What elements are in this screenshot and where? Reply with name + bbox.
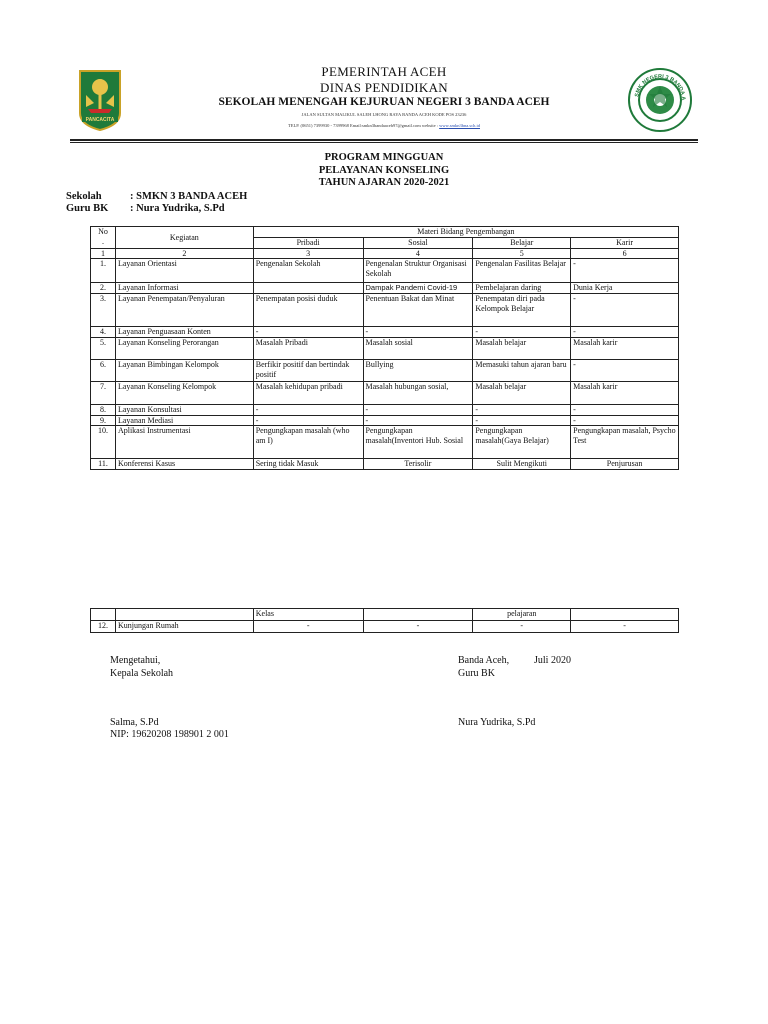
- row-pribadi: Masalah kehidupan pribadi: [253, 382, 363, 405]
- row-no: 8.: [91, 405, 116, 416]
- header-karir: Karir: [571, 238, 679, 249]
- row-no: 2.: [91, 283, 116, 294]
- row-no: 1.: [91, 259, 116, 283]
- row-sosial: [363, 609, 473, 621]
- row-belajar: Sulit Mengikuti: [473, 459, 571, 470]
- row-karir: -: [571, 294, 679, 327]
- meta-sekolah-value: : SMKN 3 BANDA ACEH: [130, 191, 248, 202]
- row-sosial: -: [363, 621, 473, 633]
- column-number: 4: [363, 248, 473, 259]
- row-sosial: -: [363, 327, 473, 338]
- row-pribadi: Pengungkapan masalah (who am I): [253, 426, 363, 459]
- row-karir: Masalah karir: [571, 338, 679, 360]
- meta-sekolah-label: Sekolah: [66, 191, 102, 202]
- row-karir: Masalah karir: [571, 382, 679, 405]
- row-karir: -: [571, 360, 679, 382]
- sign-left-role: Kepala Sekolah: [110, 668, 174, 679]
- meta-sekolah: [66, 191, 247, 202]
- header-contact: [150, 123, 618, 128]
- sign-right-name: Nura Yudrika, S.Pd: [458, 717, 536, 728]
- program-table-continued: [90, 608, 679, 633]
- table-row: [91, 338, 679, 360]
- logo-right-label: SMK NEGERI 3 BANDA A: [634, 73, 687, 101]
- row-pribadi: -: [253, 621, 363, 633]
- row-sosial: Masalah sosial: [363, 338, 473, 360]
- doc-title-line1: PROGRAM MINGGUAN: [324, 152, 444, 163]
- header-divider-thick: [70, 139, 698, 141]
- header-school-name: SEKOLAH MENENGAH KEJURUAN NEGERI 3 BANDA ACEH: [218, 96, 550, 108]
- row-kegiatan: [115, 609, 253, 621]
- row-belajar: Pengungkapan masalah(Gaya Belajar): [473, 426, 571, 459]
- row-belajar: Pembelajaran daring: [473, 283, 571, 294]
- sign-right-role: Guru BK: [458, 668, 495, 679]
- meta-guru: [66, 203, 225, 214]
- row-belajar: -: [473, 621, 571, 633]
- table-row: [91, 609, 679, 621]
- header-sosial: Sosial: [363, 238, 473, 249]
- row-sosial: Penentuan Bakat dan Minat: [363, 294, 473, 327]
- table-row: [91, 259, 679, 283]
- row-no: 6.: [91, 360, 116, 382]
- row-no: 12.: [91, 621, 116, 633]
- program-table: [90, 226, 679, 470]
- meta-guru-label: Guru BK: [66, 203, 109, 214]
- table-row: [91, 294, 679, 327]
- row-karir: [571, 609, 679, 621]
- row-sosial: -: [363, 405, 473, 416]
- row-kegiatan: Layanan Konsultasi: [115, 405, 253, 416]
- row-no: 10.: [91, 426, 116, 459]
- row-kegiatan: Layanan Konseling Perorangan: [115, 338, 253, 360]
- row-belajar: Pengenalan Fasilitas Belajar: [473, 259, 571, 283]
- row-kegiatan: Layanan Konseling Kelompok: [115, 382, 253, 405]
- row-sosial: -: [363, 415, 473, 426]
- logo-left-label: PANCACITA: [85, 117, 115, 123]
- row-sosial: Masalah hubungan sosial,: [363, 382, 473, 405]
- aceh-emblem-logo: [76, 69, 124, 131]
- row-kegiatan: Aplikasi Instrumentasi: [115, 426, 253, 459]
- row-kegiatan: Layanan Orientasi: [115, 259, 253, 283]
- row-no: 11.: [91, 459, 116, 470]
- header-pribadi: Pribadi: [253, 238, 363, 249]
- row-pribadi: [253, 283, 363, 294]
- row-kegiatan: Layanan Mediasi: [115, 415, 253, 426]
- doc-title-line2: PELAYANAN KONSELING: [318, 165, 450, 176]
- row-pribadi: Sering tidak Masuk: [253, 459, 363, 470]
- row-sosial: Terisolir: [363, 459, 473, 470]
- row-karir: -: [571, 259, 679, 283]
- row-karir: Dunia Kerja: [571, 283, 679, 294]
- row-karir: -: [571, 621, 679, 633]
- table-row: [91, 382, 679, 405]
- row-pribadi: -: [253, 327, 363, 338]
- column-number: 5: [473, 248, 571, 259]
- sign-right-date: Juli 2020: [534, 655, 571, 666]
- row-belajar: Memasuki tahun ajaran baru: [473, 360, 571, 382]
- table-row: [91, 415, 679, 426]
- row-belajar: -: [473, 415, 571, 426]
- table-row: [91, 459, 679, 470]
- row-pribadi: Penempatan posisi duduk: [253, 294, 363, 327]
- header-no: No .: [91, 227, 116, 249]
- row-sosial: Pengungkapan masalah(Inventori Hub. Sosial: [363, 426, 473, 459]
- row-pribadi: Masalah Pribadi: [253, 338, 363, 360]
- row-no: 9.: [91, 415, 116, 426]
- row-no: 5.: [91, 338, 116, 360]
- row-no: 7.: [91, 382, 116, 405]
- header-belajar: Belajar: [473, 238, 571, 249]
- row-pribadi: -: [253, 405, 363, 416]
- table-row: [91, 327, 679, 338]
- doc-title-line3: TAHUN AJARAN 2020-2021: [318, 177, 450, 188]
- row-kegiatan: Konferensi Kasus: [115, 459, 253, 470]
- row-karir: -: [571, 405, 679, 416]
- table-row: [91, 360, 679, 382]
- table-row: [91, 283, 679, 294]
- row-karir: -: [571, 415, 679, 426]
- row-belajar: pelajaran: [473, 609, 571, 621]
- header-kegiatan: Kegiatan: [115, 227, 253, 249]
- column-number-row: [91, 248, 679, 259]
- row-kegiatan: Kunjungan Rumah: [115, 621, 253, 633]
- row-pribadi: Kelas: [253, 609, 363, 621]
- table-row: [91, 426, 679, 459]
- school-seal-logo: [628, 68, 692, 132]
- header-divider-thin: [70, 142, 698, 143]
- header-government: PEMERINTAH ACEH: [321, 64, 447, 79]
- row-karir: -: [571, 327, 679, 338]
- sign-left-nip: NIP: 19620208 198901 2 001: [110, 729, 229, 740]
- column-number: 6: [571, 248, 679, 259]
- column-number: 2: [115, 248, 253, 259]
- column-number: 1: [91, 248, 116, 259]
- row-karir: Pengungkapan masalah, Psycho Test: [571, 426, 679, 459]
- meta-guru-value: : Nura Yudrika, S.Pd: [130, 203, 225, 214]
- header-materi: Materi Bidang Pengembangan: [253, 227, 678, 238]
- row-belajar: Masalah belajar: [473, 382, 571, 405]
- row-pribadi: Berfikir positif dan bertindak positif: [253, 360, 363, 382]
- sign-left-name: Salma, S.Pd: [110, 717, 159, 728]
- row-kegiatan: Layanan Informasi: [115, 283, 253, 294]
- row-karir: Penjurusan: [571, 459, 679, 470]
- header-contact-text: TELP. (0651) 7399930 - 7399968 Email:smkn3bandaaceh97@gmail.com website :: [288, 123, 440, 128]
- row-kegiatan: Layanan Penguasaan Konten: [115, 327, 253, 338]
- row-pribadi: -: [253, 415, 363, 426]
- row-sosial: Dampak Pandemi Covid-19: [363, 283, 473, 294]
- row-belajar: Penempatan diri pada Kelompok Belajar: [473, 294, 571, 327]
- row-no: [91, 609, 116, 621]
- header-department: DINAS PENDIDIKAN: [320, 80, 448, 95]
- row-sosial: Bullying: [363, 360, 473, 382]
- row-belajar: -: [473, 405, 571, 416]
- table-row: [91, 405, 679, 416]
- column-number: 3: [253, 248, 363, 259]
- table-row: [91, 621, 679, 633]
- row-no: 4.: [91, 327, 116, 338]
- row-belajar: -: [473, 327, 571, 338]
- sign-right-place: Banda Aceh,: [458, 655, 510, 666]
- header-address: JALAN SULTAN MALIKUL SALEH LHONG RAYA BANDA ACEH KODE POS 23236: [301, 112, 467, 117]
- row-kegiatan: Layanan Bimbingan Kelompok: [115, 360, 253, 382]
- row-sosial: Pengenalan Struktur Organisasi Sekolah: [363, 259, 473, 283]
- row-kegiatan: Layanan Penempatan/Penyaluran: [115, 294, 253, 327]
- row-no: 3.: [91, 294, 116, 327]
- row-belajar: Masalah belajar: [473, 338, 571, 360]
- sign-left-acknowledged: Mengetahui,: [110, 655, 161, 666]
- row-pribadi: Pengenalan Sekolah: [253, 259, 363, 283]
- website-link[interactable]: www.smkn3bna.sch.id: [439, 123, 480, 128]
